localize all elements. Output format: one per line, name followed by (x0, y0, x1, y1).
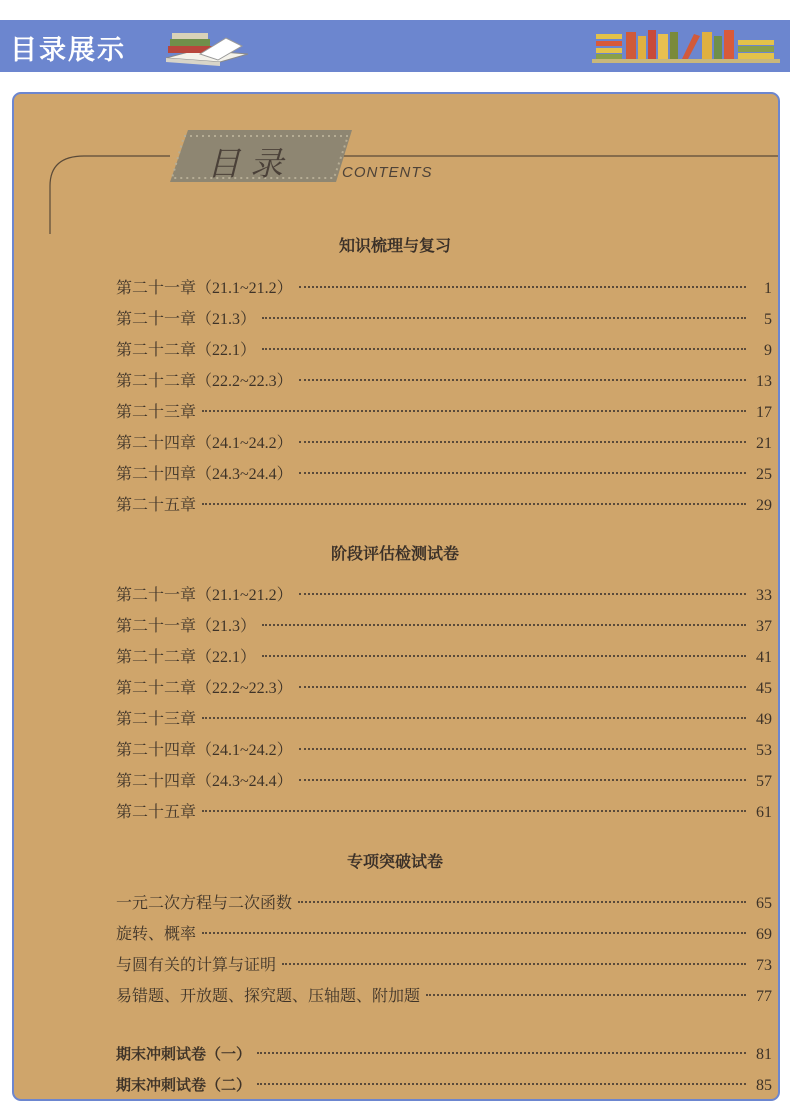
toc-entry[interactable] (116, 1043, 772, 1067)
toc-entry-label: 第二十五章 (116, 497, 197, 514)
toc-entry-page: 29 (756, 497, 772, 514)
dot-leader (299, 472, 746, 474)
toc-entry-page: 69 (756, 926, 772, 943)
dot-leader (299, 379, 746, 381)
toc-entry[interactable] (116, 461, 772, 485)
toc-entry[interactable] (116, 768, 772, 792)
toc-entry-label: 期末冲刺试卷（一） (116, 1045, 252, 1063)
toc-entry-page: 85 (756, 1077, 772, 1094)
toc-entry-page: 41 (756, 649, 772, 666)
dot-leader (257, 1083, 746, 1085)
toc-entry-label: 第二十二章（22.1） (116, 649, 257, 666)
toc-entry-label: 第二十三章 (116, 404, 197, 421)
dot-leader (299, 593, 746, 595)
toc-entry-label: 易错题、开放题、探究题、压轴题、附加题 (116, 988, 421, 1005)
toc-entry[interactable] (116, 613, 772, 637)
toc-entry-label: 第二十三章 (116, 711, 197, 728)
toc-entry[interactable] (116, 921, 772, 945)
header-bar (0, 20, 790, 72)
toc-entry[interactable] (116, 890, 772, 914)
toc-entry-page: 49 (756, 711, 772, 728)
dot-leader (299, 441, 746, 443)
dot-leader (262, 348, 746, 350)
toc-entry[interactable] (116, 306, 772, 330)
section-title-special-tests: 专项突破试卷 (346, 852, 443, 871)
dot-leader (282, 963, 746, 965)
toc-entry[interactable] (116, 675, 772, 699)
toc-entry-page: 73 (756, 957, 772, 974)
toc-entry-label: 第二十四章（24.1~24.2） (116, 742, 293, 759)
toc-entry-page: 65 (756, 895, 772, 912)
toc-entry-label: 第二十二章（22.1） (116, 342, 257, 359)
toc-entry[interactable] (116, 399, 772, 423)
toc-entry[interactable] (116, 952, 772, 976)
section-title-review: 知识梳理与复习 (338, 236, 451, 255)
toc-entry[interactable] (116, 492, 772, 516)
toc-entry[interactable] (116, 275, 772, 299)
toc-entry[interactable] (116, 983, 772, 1007)
dot-leader (299, 779, 746, 781)
toc-entry-page: 17 (756, 404, 772, 421)
toc-entry-page: 1 (764, 280, 772, 297)
section-title-stage-tests: 阶段评估检测试卷 (330, 544, 459, 563)
toc-entry-page: 37 (756, 618, 772, 635)
toc-entry-label: 期末冲刺试卷（二） (116, 1076, 252, 1094)
toc-entry-page: 45 (756, 680, 772, 697)
bookshelf-icon (590, 26, 782, 66)
toc-entry-page: 57 (756, 773, 772, 790)
toc-entry-page: 13 (756, 373, 772, 390)
toc-entry[interactable] (116, 644, 772, 668)
dot-leader (202, 717, 746, 719)
dot-leader (299, 286, 746, 288)
toc-entry-page: 53 (756, 742, 772, 759)
toc-entry[interactable] (116, 706, 772, 730)
toc-entry[interactable] (116, 1074, 772, 1098)
toc-entry[interactable] (116, 337, 772, 361)
header-title: 目录展示 (10, 35, 126, 66)
toc-entry-label: 第二十一章（21.3） (116, 618, 257, 635)
dot-leader (298, 901, 746, 903)
dot-leader (262, 655, 746, 657)
toc-entry[interactable] (116, 430, 772, 454)
toc-entry-page: 9 (764, 342, 772, 359)
toc-entry-page: 33 (756, 587, 772, 604)
dot-leader (202, 932, 746, 934)
dot-leader (426, 994, 746, 996)
dot-leader (202, 810, 746, 812)
toc-entry-label: 第二十一章（21.1~21.2） (116, 587, 293, 604)
dot-leader (262, 624, 746, 626)
contents-heading-en: CONTENTS (342, 164, 433, 181)
toc-entry-page: 61 (756, 804, 772, 821)
contents-heading: 目录 (207, 144, 293, 183)
toc-entry-label: 一元二次方程与二次函数 (116, 895, 293, 912)
toc-entry-page: 81 (756, 1046, 772, 1063)
toc-entry-page: 5 (764, 311, 772, 328)
toc-entry-label: 第二十四章（24.3~24.4） (116, 773, 293, 790)
dot-leader (202, 503, 746, 505)
toc-entry-label: 与圆有关的计算与证明 (116, 957, 277, 974)
toc-entry-label: 第二十二章（22.2~22.3） (116, 373, 293, 390)
toc-entry[interactable] (116, 582, 772, 606)
dot-leader (262, 317, 746, 319)
toc-entry[interactable] (116, 737, 772, 761)
toc-entry-page: 21 (756, 435, 772, 452)
dot-leader (202, 410, 746, 412)
toc-entry-label: 第二十四章（24.1~24.2） (116, 435, 293, 452)
toc-entry-label: 第二十一章（21.1~21.2） (116, 280, 293, 297)
books-stack-icon (160, 24, 250, 68)
toc-entry-label: 第二十二章（22.2~22.3） (116, 680, 293, 697)
toc-entry-label: 旋转、概率 (116, 926, 197, 943)
toc-entry[interactable] (116, 799, 772, 823)
toc-entry[interactable] (116, 368, 772, 392)
dot-leader (257, 1052, 746, 1054)
dot-leader (299, 686, 746, 688)
toc-entry-page: 77 (756, 988, 772, 1005)
dot-leader (299, 748, 746, 750)
toc-entry-label: 第二十五章 (116, 804, 197, 821)
toc-entry-page: 25 (756, 466, 772, 483)
toc-entry-label: 第二十四章（24.3~24.4） (116, 466, 293, 483)
toc-entry-label: 第二十一章（21.3） (116, 311, 257, 328)
